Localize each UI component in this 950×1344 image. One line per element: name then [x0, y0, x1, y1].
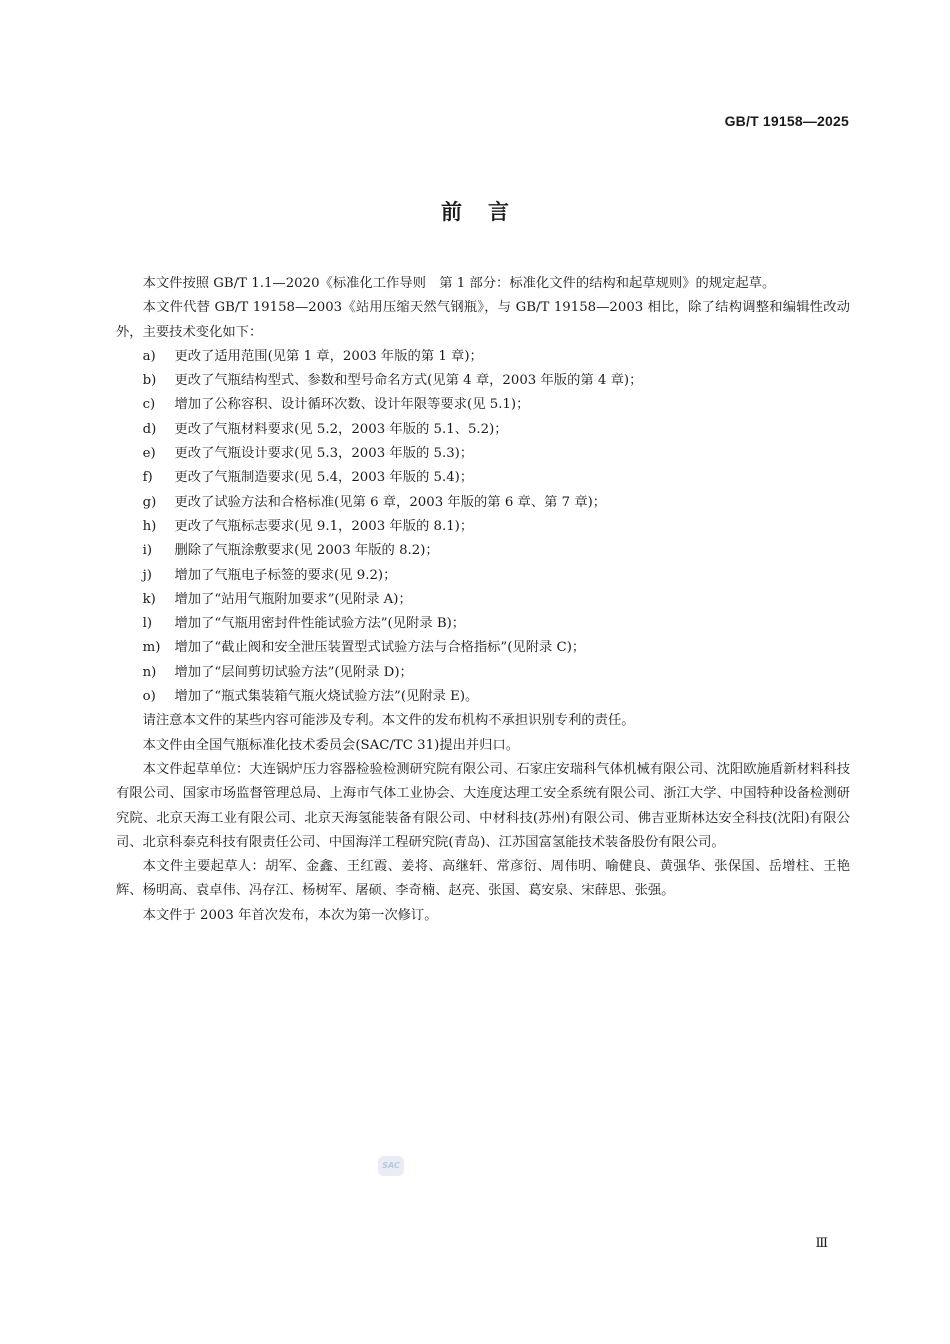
list-marker: o)	[142, 689, 156, 705]
list-marker: h)	[142, 518, 157, 534]
list-marker: l)	[142, 616, 153, 632]
list-text: 增加了“层间剪切试验方法”(见附录 D)；	[174, 664, 413, 680]
paragraph-proposer: 本文件由全国气瓶标准化技术委员会(SAC/TC 31)提出并归口。	[142, 737, 520, 753]
paragraph-drafters: 本文件主要起草人：胡军、金鑫、王红霞、姜将、高继轩、常彦衍、周伟明、喻健良、黄强华、张保国、岳增柱、王艳辉、杨明高、袁卓伟、冯存江、杨树军、屠硕、李奇楠、赵亮、张国、葛安泉、宋薛思、张强。	[116, 859, 850, 899]
list-item	[116, 345, 850, 369]
paragraph-drafting-rules: 本文件按照 GB/T 1.1—2020《标准化工作导则 第 1 部分：标准化文件的结构和起草规则》的规定起草。	[142, 276, 776, 291]
page-number: Ⅲ	[815, 1236, 828, 1251]
list-text: 增加了“截止阀和安全泄压装置型式试验方法与合格指标”(见附录 C)；	[174, 640, 586, 656]
list-marker: m)	[142, 640, 161, 656]
list-marker: f)	[142, 470, 153, 486]
list-marker: j)	[142, 567, 152, 583]
list-marker: g)	[142, 494, 157, 510]
list-text: 删除了气瓶涂敷要求(见 2003 年版的 8.2)；	[174, 543, 439, 559]
list-marker: a)	[142, 348, 156, 364]
list-item	[116, 369, 850, 393]
list-item	[116, 515, 850, 539]
list-item	[116, 636, 850, 660]
list-text: 增加了“瓶式集装箱气瓶火烧试验方法”(见附录 E)。	[174, 689, 479, 705]
list-marker: b)	[142, 373, 157, 389]
list-text: 更改了试验方法和合格标准(见第 6 章，2003 年版的第 6 章、第 7 章)；	[174, 494, 607, 510]
sac-logo-icon: SAC	[378, 1156, 404, 1176]
page-title: 前言	[441, 200, 535, 224]
paragraph-drafting-units: 本文件起草单位：大连锅炉压力容器检验检测研究院有限公司、石家庄安瑞科气体机械有限公司、沈阳欧施盾新材料科技有限公司、国家市场监督管理总局、上海市气体工业协会、大连度达理工安全系统有限公司、浙江大学、中国特种设备检测研究院、北京天海工业有限公司、北京天海氢能装备有限公司、中材科技(苏州)有限公司、佛吉亚斯林达安全科技(沈阳)有限公司、北京科泰克科技有限责任公司、中国海洋工程研究院(青岛)、江苏国富氢能技术装备股份有限公司。	[116, 761, 850, 850]
list-item	[116, 661, 850, 685]
list-item	[116, 588, 850, 612]
document-number: GB/T 19158—2025	[724, 113, 849, 129]
list-marker: i)	[142, 543, 153, 559]
list-marker: e)	[142, 446, 156, 462]
list-marker: d)	[142, 421, 157, 437]
list-item	[116, 393, 850, 417]
list-text: 增加了“气瓶用密封件性能试验方法”(见附录 B)；	[174, 616, 466, 632]
list-marker: n)	[142, 664, 157, 680]
list-text: 更改了气瓶标志要求(见 9.1，2003 年版的 8.1)；	[174, 518, 474, 534]
list-item	[116, 685, 850, 709]
list-item	[116, 466, 850, 490]
paragraph-history: 本文件于 2003 年首次发布，本次为第一次修订。	[142, 907, 438, 923]
list-item	[116, 442, 850, 466]
list-item	[116, 539, 850, 563]
list-text: 增加了气瓶电子标签的要求(见 9.2)；	[174, 567, 397, 583]
list-text: 更改了气瓶结构型式、参数和型号命名方式(见第 4 章，2003 年版的第 4 章)；	[174, 373, 643, 389]
list-text: 更改了气瓶制造要求(见 5.4，2003 年版的 5.4)；	[174, 470, 474, 486]
changes-list	[116, 345, 850, 709]
list-text: 增加了“站用气瓶附加要求”(见附录 A)；	[174, 591, 412, 607]
paragraph-replacement: 本文件代替 GB/T 19158—2003《站用压缩天然气钢瓶》，与 GB/T 19158—2003 相比，除了结构调整和编辑性改动外，主要技术变化如下：	[116, 300, 850, 340]
list-item	[116, 491, 850, 515]
list-item	[116, 612, 850, 636]
list-text: 更改了适用范围(见第 1 章，2003 年版的第 1 章)；	[174, 348, 483, 364]
list-marker: k)	[142, 591, 156, 607]
paragraph-patent-notice: 请注意本文件的某些内容可能涉及专利。本文件的发布机构不承担识别专利的责任。	[142, 713, 635, 729]
list-text: 更改了气瓶材料要求(见 5.2，2003 年版的 5.1、5.2)；	[174, 421, 508, 437]
foreword-body	[116, 272, 850, 928]
list-item	[116, 418, 850, 442]
list-text: 增加了公称容积、设计循环次数、设计年限等要求(见 5.1)；	[174, 397, 530, 413]
list-marker: c)	[142, 397, 156, 413]
list-item	[116, 564, 850, 588]
list-text: 更改了气瓶设计要求(见 5.3，2003 年版的 5.3)；	[174, 446, 474, 462]
